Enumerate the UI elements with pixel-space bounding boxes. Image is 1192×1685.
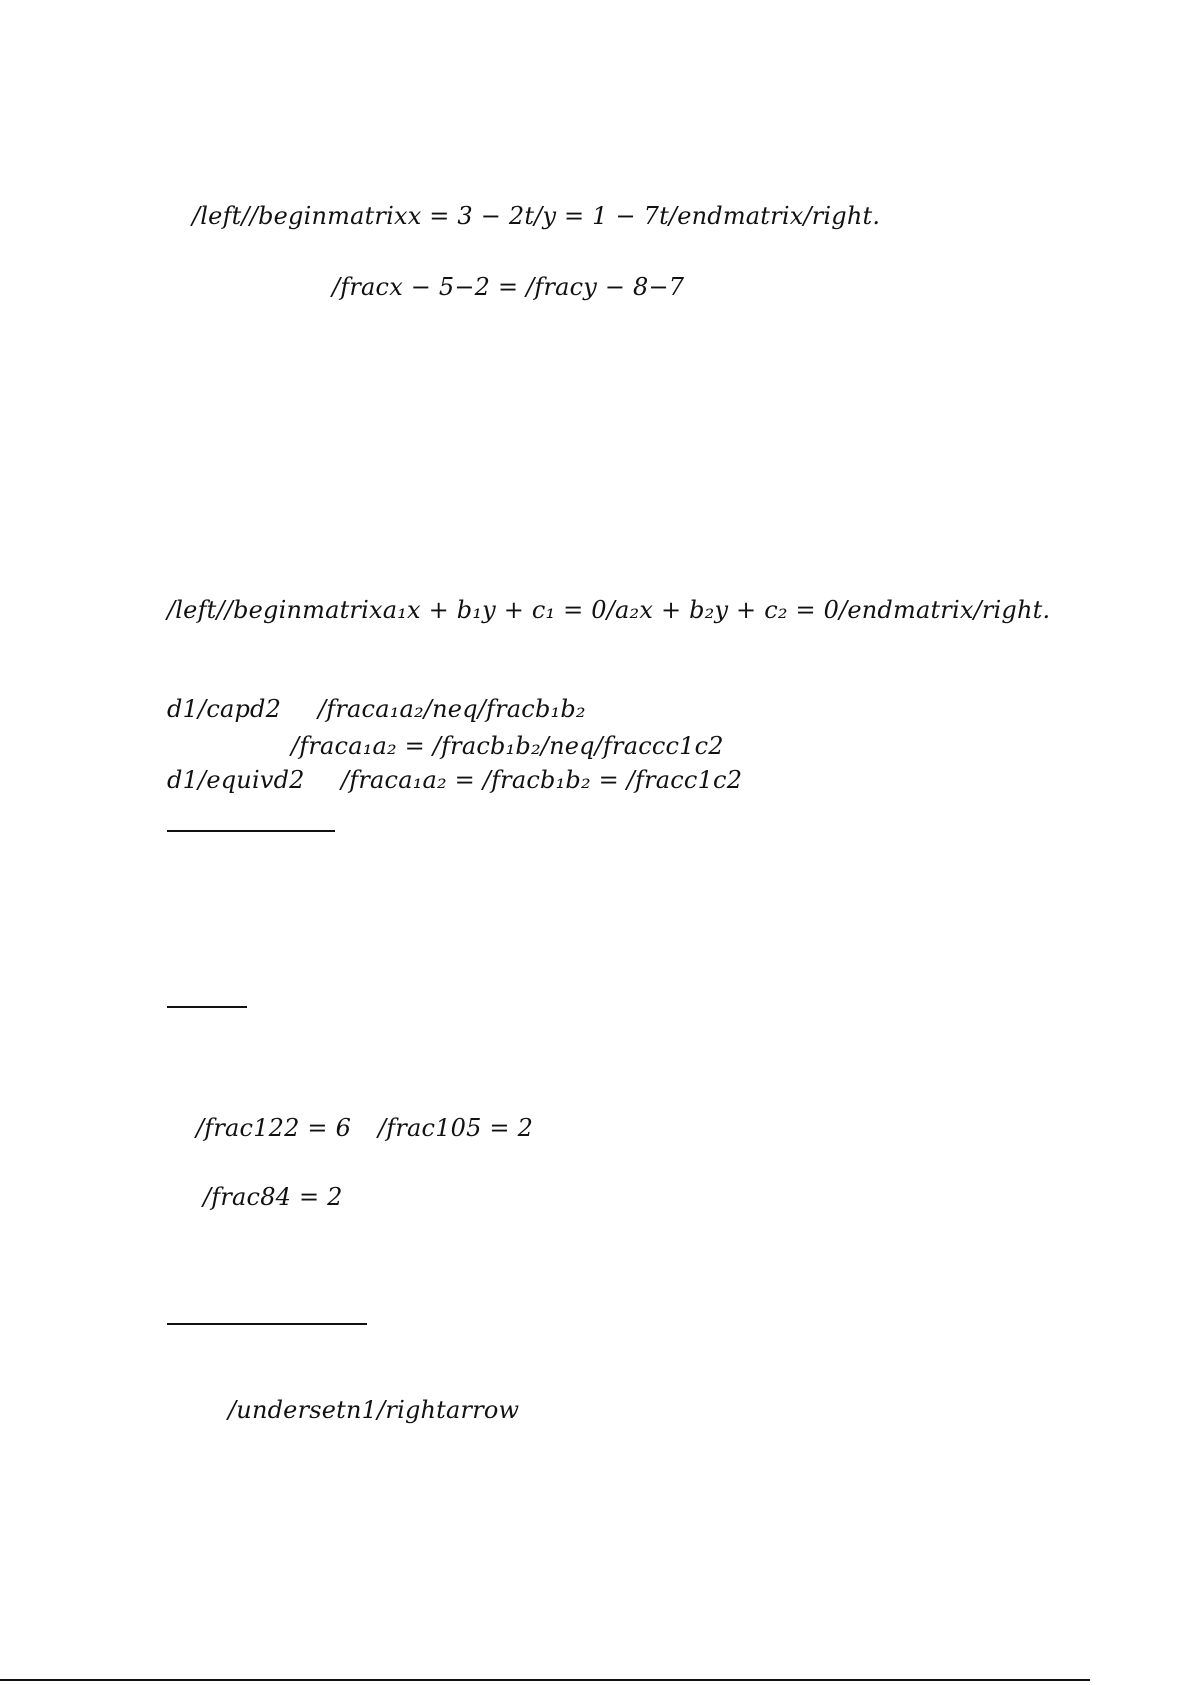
underset-rightarrow: /undersetn1/rightarrow (228, 1396, 520, 1424)
section-underline-3 (167, 1323, 367, 1325)
intersect-condition: /fraca₁a₂/neq/fracb₁b₂ (318, 695, 586, 723)
coincide-label: d1/equivd2 (167, 766, 305, 794)
coincide-condition: /fraca₁a₂ = /fracb₁b₂ = /fracc1c2 (341, 766, 743, 794)
fraction-8-over-4: /frac84 = 2 (203, 1183, 343, 1211)
fraction-12-over-2: /frac122 = 6 (196, 1114, 352, 1142)
intersect-label: d1/capd2 (167, 695, 282, 723)
section-underline-1 (167, 830, 335, 832)
parametric-system-equation: /left//beginmatrixx = 3 − 2t/y = 1 − 7t/endmatrix/right. (192, 202, 881, 230)
canonical-equation: /fracx − 5−2 = /fracy − 8−7 (332, 273, 685, 301)
fraction-10-over-5: /frac105 = 2 (378, 1114, 534, 1142)
parallel-condition: /fraca₁a₂ = /fracb₁b₂/neq/fraccc1c2 (291, 732, 724, 760)
page-bottom-border (0, 1679, 1090, 1681)
section-underline-2 (167, 1006, 247, 1008)
general-system-equation: /left//beginmatrixa₁x + b₁y + c₁ = 0/a₂x + b₂y + c₂ = 0/endmatrix/right. (167, 596, 1051, 624)
